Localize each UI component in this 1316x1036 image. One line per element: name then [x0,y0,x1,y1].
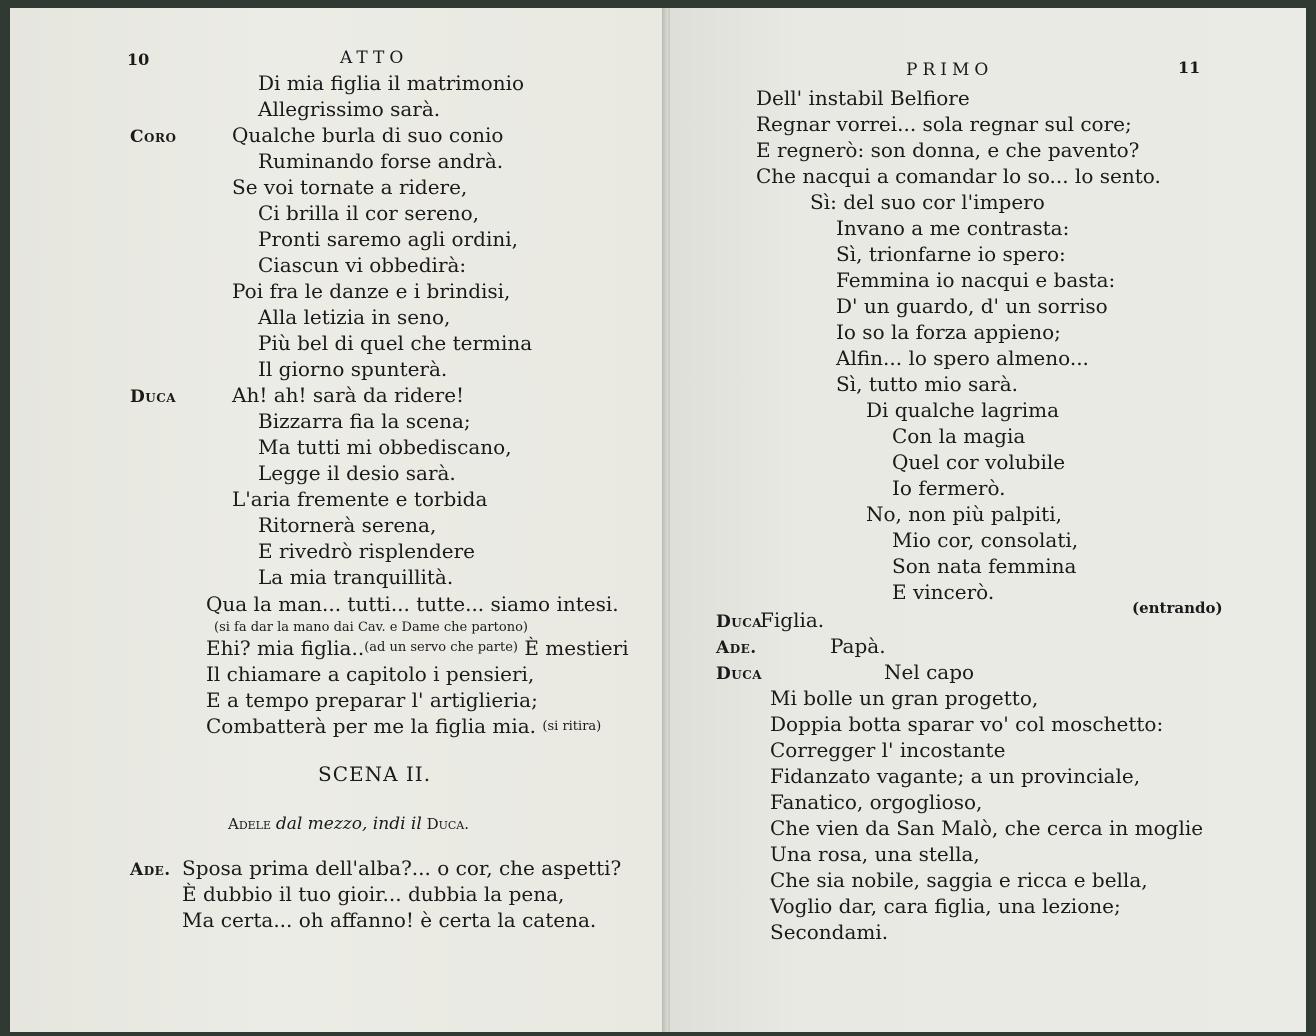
verse-line: L'aria fremente e torbida [232,487,488,511]
verse-fragment: Ehi? mia figlia.. [206,636,365,660]
verse-line: Che sia nobile, saggia e ricca e bella, [770,868,1148,892]
verse-line: Mi bolle un gran progetto, [770,686,1039,710]
verse-line: Ruminando forse andrà. [258,149,504,173]
verse-line: Legge il desio sarà. [258,461,456,485]
speaker-adele: Ade. [716,638,757,658]
verse-line: Di qualche lagrima [866,398,1060,422]
verse-line: Sì, trionfarne io spero: [836,242,1066,266]
person-duca: Duca. [426,815,470,833]
verse-line: Di mia figlia il matrimonio [258,71,525,95]
verse-line: È dubbio il tuo gioir... dubbia la pena, [182,882,565,906]
scene-persons [228,814,469,834]
verse-line: Alla letizia in seno, [258,305,451,329]
verse-line: Bizzarra fia la scena; [258,409,471,433]
dialogue-line: Nel capo [884,660,975,684]
verse-line: Fanatico, orgoglioso, [770,790,983,814]
verse-line: Ma certa... oh affanno! è certa la catena. [182,908,597,932]
dialogue-line: Figlia. [760,608,825,632]
stage-direction: (ad un servo che parte) [364,640,518,655]
verse-line: D' un guardo, d' un sorriso [836,294,1108,318]
verse-line: Io so la forza appieno; [836,320,1061,344]
verse-line: Che nacqui a comandar lo so... lo sento. [756,164,1161,188]
verse-fragment: È mestieri [524,636,629,660]
verse-line: Fidanzato vagante; a un provinciale, [770,764,1141,788]
verse-line: Doppia botta sparar vo' col moschetto: [770,712,1164,736]
person-adele: Adele [228,815,272,833]
verse-line: Son nata femmina [892,554,1077,578]
verse-line: Pronti saremo agli ordini, [258,227,518,251]
verse-line: Il chiamare a capitolo i pensieri, [206,662,535,686]
right-page [670,8,1306,1032]
verse-line: La mia tranquillità. [258,565,454,589]
verse-line: E a tempo preparar l' artiglieria; [206,688,538,712]
verse-line: Allegrissimo sarà. [258,97,441,121]
verse-line: Una rosa, una stella, [770,842,980,866]
verse-line: Se voi tornate a ridere, [232,175,468,199]
dialogue-line: Papà. [830,634,886,658]
verse-line: E vincerò. [892,580,995,604]
verse-line: Con la magia [892,424,1026,448]
speaker-duca: Duca [130,387,177,407]
verse-line: E rivedrò risplendere [258,539,475,563]
speaker-coro: Coro [130,127,177,147]
running-head: PRIMO [906,60,994,80]
verse-line: Più bel di quel che termina [258,331,533,355]
verse-line: Quel cor volubile [892,450,1066,474]
verse-line: Secondami. [770,920,889,944]
verse-line: Ci brilla il cor sereno, [258,201,479,225]
verse-line: E regnerò: son donna, e che pavento? [756,138,1140,162]
verse-line: Poi fra le danze e i brindisi, [232,279,511,303]
verse-line: Mio cor, consolati, [892,528,1079,552]
verse-line: Qua la man... tutti... tutte... siamo intesi. [206,592,619,616]
speaker-adele: Ade. [130,860,171,880]
verse-line: Corregger l' incostante [770,738,1006,762]
stage-direction: (si ritira) [542,719,602,734]
verse-line: Voglio dar, cara figlia, una lezione; [770,894,1121,918]
verse-line: Dell' instabil Belfiore [756,86,970,110]
persons-note: dal mezzo, indi il [275,814,422,834]
speaker-duca: Duca [716,612,763,632]
verse-line: Qualche burla di suo conio [232,123,504,147]
left-page [10,8,663,1032]
verse-line [206,713,601,740]
verse-line: Invano a me contrasta: [836,216,1070,240]
verse-line: Regnar vorrei... sola regnar sul core; [756,112,1132,136]
verse-line: Il giorno spunterà. [258,357,448,381]
page-number: 10 [127,50,150,69]
stage-direction: (si fa dar la mano dai Cav. e Dame che partono) [214,620,528,635]
verse-line: Ah! ah! sarà da ridere! [232,383,465,407]
book-gutter [662,8,670,1032]
speaker-duca: Duca [716,664,763,684]
verse-line: Femmina io nacqui e basta: [836,268,1116,292]
verse-line: Sì: del suo cor l'impero [810,190,1045,214]
verse-line: Che vien da San Malò, che cerca in moglie [770,816,1204,840]
scene-title: SCENA II. [318,762,432,786]
verse-line: Ma tutti mi obbediscano, [258,435,512,459]
running-head: ATTO [340,48,409,68]
page-number: 11 [1178,58,1201,77]
verse-line: No, non più palpiti, [866,502,1062,526]
verse-line: Ciascun vi obbedirà: [258,253,467,277]
verse-line: Sposa prima dell'alba?... o cor, che aspetti? [182,856,622,880]
verse-line: Ritornerà serena, [258,513,437,537]
verse-line: Alfin... lo spero almeno... [836,346,1089,370]
stage-direction: (entrando) [1132,599,1223,617]
verse-line [206,635,629,661]
verse-line: Io fermerò. [892,476,1006,500]
verse-fragment: Combatterà per me la figlia mia. [206,714,537,738]
verse-line: Sì, tutto mio sarà. [836,372,1018,396]
